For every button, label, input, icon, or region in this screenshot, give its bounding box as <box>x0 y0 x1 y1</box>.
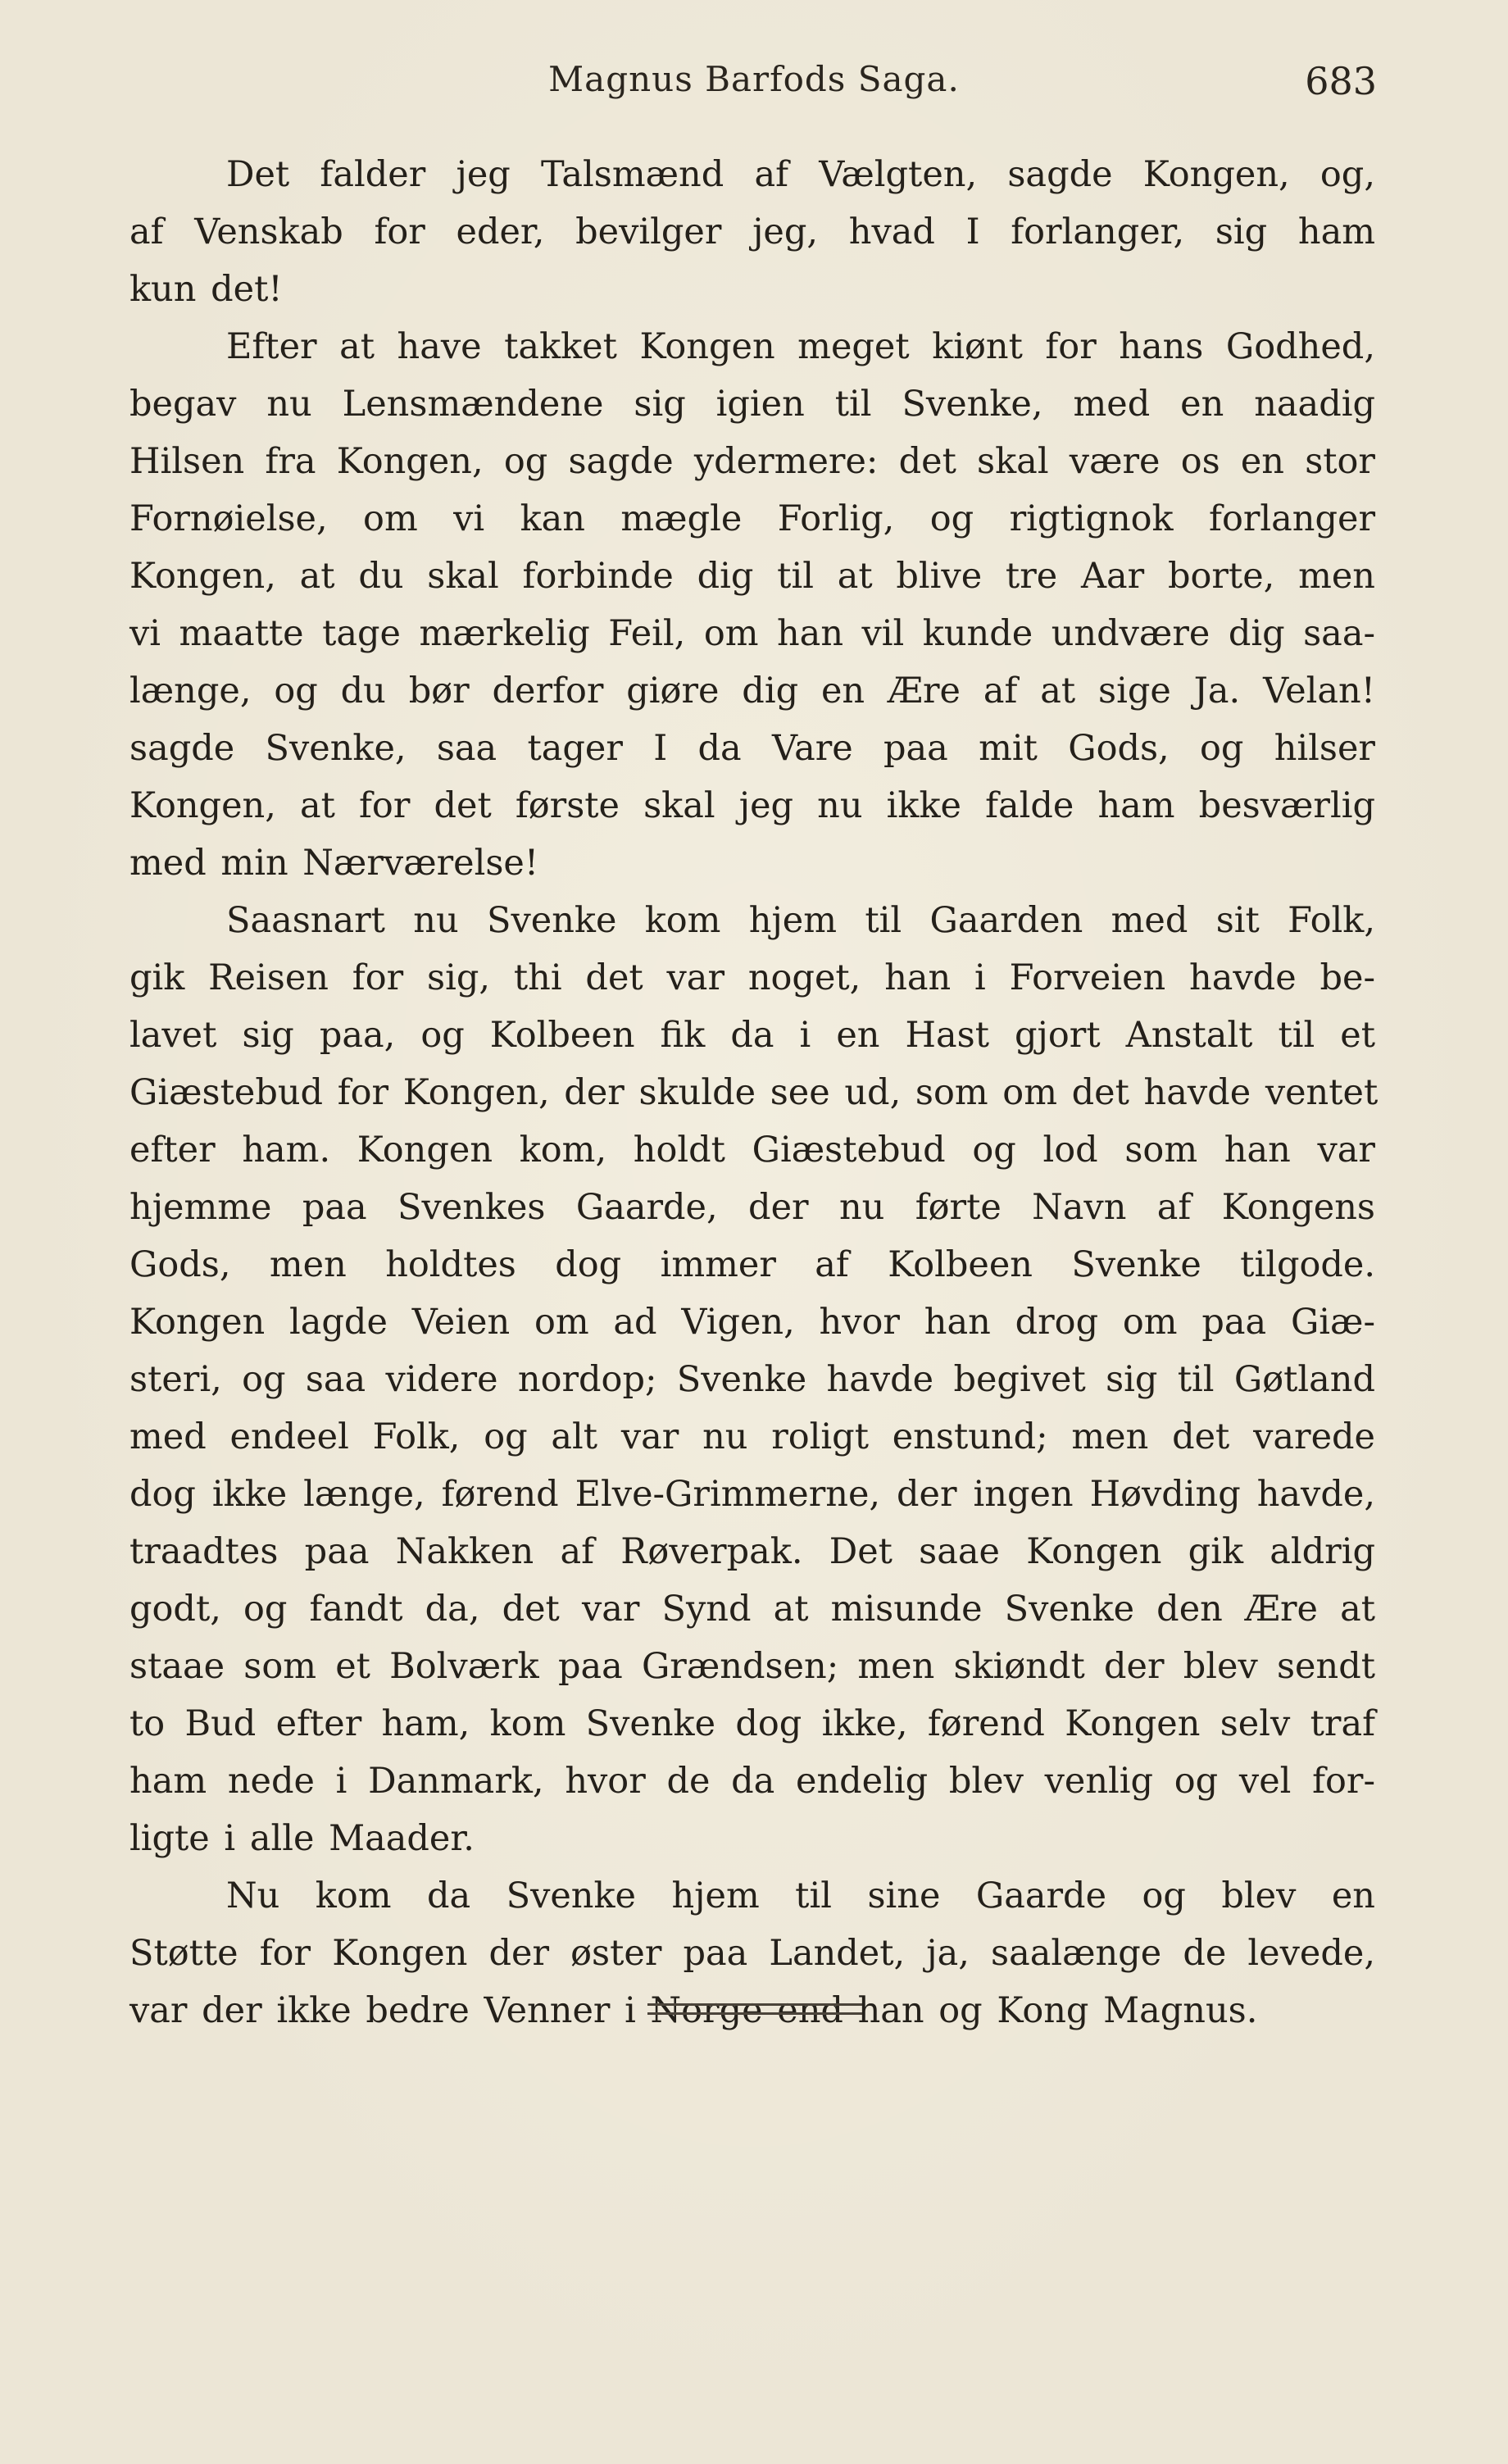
text-line: Giæstebud for Kongen, der skulde see ud, som om det havde ventet <box>129 1072 1379 1113</box>
text-line: Kongen, at for det første skal jeg nu ikke falde ham besværlig <box>129 785 1375 826</box>
text-line: godt, og fandt da, det var Synd at misunde Svenke den Ære at <box>129 1589 1375 1630</box>
text-line: med min Nærværelse! <box>129 843 539 884</box>
text-line: længe, og du bør derfor giøre dig en Ære af at sige Ja. Velan! <box>129 671 1375 711</box>
text-line: Saasnart nu Svenke kom hjem til Gaarden med sit Folk, <box>226 900 1375 941</box>
text-line: to Bud efter ham, kom Svenke dog ikke, førend Kongen selv traf <box>129 1703 1375 1744</box>
text-line: var der ikke bedre Venner i Norge end han og Kong Magnus. <box>129 1990 1258 2031</box>
text-line: hjemme paa Svenkes Gaarde, der nu førte Navn af Kongens <box>129 1187 1375 1228</box>
end-rule-bottom <box>647 2012 862 2015</box>
text-line: Gods, men holdtes dog immer af Kolbeen Svenke tilgode. <box>129 1244 1375 1285</box>
text-line: Støtte for Kongen der øster paa Landet, ja, saalænge de levede, <box>129 1933 1375 1974</box>
text-line: af Venskab for eder, bevilger jeg, hvad I forlanger, sig ham <box>129 211 1375 252</box>
page-header <box>131 59 1377 108</box>
paragraph <box>129 146 1375 318</box>
running-title: Magnus Barfods Saga. <box>548 59 960 99</box>
text-line: efter ham. Kongen kom, holdt Giæstebud og lod som han var <box>129 1130 1375 1171</box>
text-line: Kongen lagde Veien om ad Vigen, hvor han drog om paa Giæ- <box>129 1302 1375 1343</box>
text-line: kun det! <box>129 269 283 310</box>
end-rule-top <box>647 2003 862 2006</box>
text-line: dog ikke længe, førend Elve-Grimmerne, der ingen Høvding havde, <box>129 1474 1375 1515</box>
text-line: Hilsen fra Kongen, og sagde ydermere: det skal være os en stor <box>129 441 1375 482</box>
text-line: med endeel Folk, og alt var nu roligt enstund; men det varede <box>129 1416 1375 1457</box>
page-number: 683 <box>1305 59 1377 103</box>
text-line: lavet sig paa, og Kolbeen fik da i en Hast gjort Anstalt til et <box>129 1015 1375 1056</box>
paragraph <box>129 318 1375 892</box>
text-line: sagde Svenke, saa tager I da Vare paa mit Gods, og hilser <box>129 728 1375 769</box>
text-line: gik Reisen for sig, thi det var noget, han i Forveien havde be- <box>129 957 1375 998</box>
text-line: steri, og saa videre nordop; Svenke havde begivet sig til Gøtland <box>129 1359 1375 1400</box>
text-line: traadtes paa Nakken af Røverpak. Det saae Kongen gik aldrig <box>129 1531 1375 1572</box>
text-line: Nu kom da Svenke hjem til sine Gaarde og blev en <box>226 1875 1375 1916</box>
text-line: ham nede i Danmark, hvor de da endelig blev venlig og vel for- <box>129 1761 1375 1802</box>
text-line: begav nu Lensmændene sig igien til Svenke, med en naadig <box>129 384 1375 425</box>
text-line: Efter at have takket Kongen meget kiønt for hans Godhed, <box>226 326 1375 367</box>
text-line: staae som et Bolværk paa Grændsen; men skiøndt der blev sendt <box>129 1646 1375 1687</box>
text-line: Kongen, at du skal forbinde dig til at blive tre Aar borte, men <box>129 556 1375 597</box>
text-line: Det falder jeg Talsmænd af Vælgten, sagde Kongen, og, <box>226 154 1375 195</box>
text-line: ligte i alle Maader. <box>129 1818 475 1859</box>
paragraph <box>129 892 1379 1867</box>
text-line: vi maatte tage mærkelig Feil, om han vil kunde undvære dig saa- <box>129 613 1375 654</box>
body-text <box>129 146 1379 2039</box>
text-line: Fornøielse, om vi kan mægle Forlig, og rigtignok forlanger <box>129 498 1375 539</box>
